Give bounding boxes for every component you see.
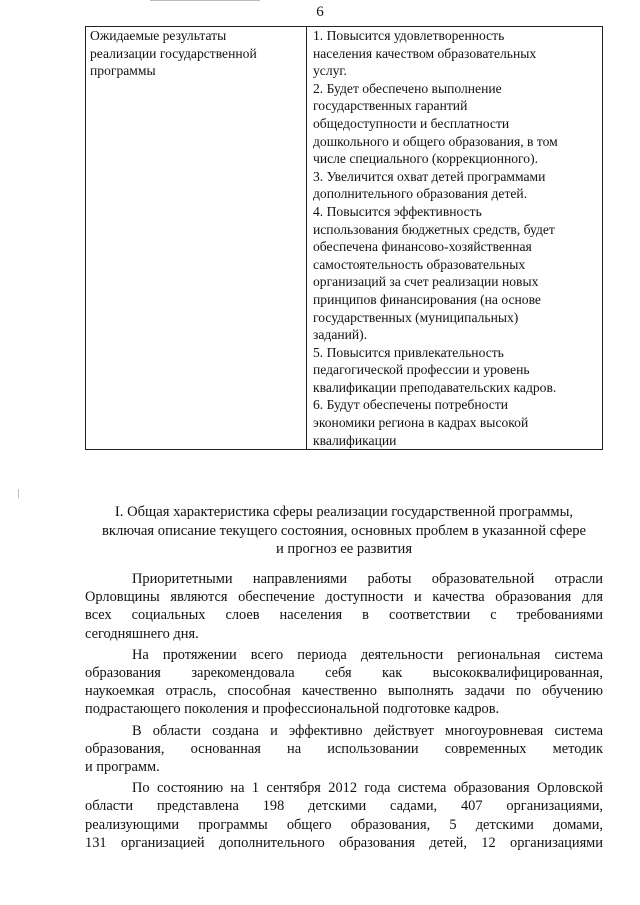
expected-results-table [85, 26, 603, 450]
result-line: услуг. [313, 63, 347, 79]
result-line: числе специального (коррекционного). [313, 151, 539, 167]
result-line: педагогической профессии и уровень [313, 362, 530, 378]
result-line: дополнительного образования детей. [313, 186, 528, 202]
result-line: заданий). [313, 327, 368, 343]
result-line: государственных (муниципальных) [313, 309, 519, 325]
paragraph-line: образования зарекомендовала себя как высококвалифицированная, [85, 665, 603, 682]
results-label-cell [86, 27, 307, 450]
paragraph-line: Орловщины являются обеспечение доступности и качества образования для [85, 589, 603, 606]
paragraph-line: По состоянию на 1 сентября 2012 года система образования Орловской [132, 780, 603, 797]
paragraph-line: области представлена 198 детскими садами, 407 организациями, [85, 798, 603, 815]
result-line: 4. Повысится эффективность [313, 203, 482, 219]
table-row [86, 27, 603, 450]
label-line: реализации государственной [90, 45, 257, 61]
paragraph-line: реализующими программы общего образования, 5 детскими домами, [85, 816, 603, 833]
result-line: 1. Повысится удовлетворенность [313, 28, 505, 43]
label-line: Ожидаемые результаты [90, 28, 227, 43]
label-line: программы [90, 63, 156, 79]
result-line: самостоятельность образовательных [313, 256, 526, 272]
section-title-line: и прогноз ее развития [275, 541, 413, 557]
paragraph-line: и программ. [85, 759, 160, 776]
paragraph-line: Приоритетными направлениями работы образовательной отрасли [132, 571, 603, 587]
paragraph-line: всех социальных слоев населения в соответствии с требованиями [85, 607, 603, 624]
result-line: общедоступности и бесплатности [313, 115, 510, 131]
result-line: государственных гарантий [313, 98, 468, 114]
scan-mark-left [18, 489, 19, 498]
paragraph-line: 131 организацией дополнительного образования детей, 12 организациями [85, 834, 603, 851]
paragraph-line: образования, основанная на использовании современных методик [85, 740, 603, 757]
paragraph-multilevel-system [85, 722, 603, 777]
page-number: 6 [316, 4, 324, 20]
result-line: 5. Повысится привлекательность [313, 344, 504, 360]
result-line: дошкольного и общего образования, в том [313, 133, 558, 149]
paragraph-regional-system [85, 646, 603, 719]
paragraph-priorities [85, 570, 603, 643]
result-line: 6. Будут обеспечены потребности [313, 397, 509, 413]
paragraph-line: В области создана и эффективно действует многоуровневая система [132, 722, 603, 739]
result-line: принципов финансирования (на основе [313, 291, 541, 307]
result-line: 3. Увеличится охват детей программами [313, 168, 546, 184]
section-title-line: включая описание текущего состояния, основных проблем в указанной сфере [101, 522, 587, 539]
paragraph-line: подрастающего поколения и профессиональной подготовке кадров. [85, 701, 500, 718]
result-line: обеспечена финансово-хозяйственная [313, 239, 532, 255]
results-list-cell [307, 27, 603, 450]
body-text [85, 570, 603, 855]
result-line: населения качеством образовательных [313, 45, 537, 61]
result-line: экономики региона в кадрах высокой [313, 415, 529, 431]
section-title [85, 503, 603, 559]
result-line: использования бюджетных средств, будет [313, 221, 555, 237]
result-line: организаций за счет реализации новых [313, 274, 539, 290]
paragraph-line: На протяжении всего периода деятельности региональная система [132, 646, 603, 663]
section-title-line: I. Общая характеристика сферы реализации государственной программы, [114, 504, 574, 520]
paragraph-line: сегодняшнего дня. [85, 625, 199, 642]
result-line: 2. Будет обеспечено выполнение [313, 80, 502, 96]
scan-mark-top [150, 0, 260, 1]
paragraph-line: наукоемкая отрасль, способная качественно выполнять задачи по обучению [85, 683, 603, 700]
result-line: квалификации [313, 432, 397, 448]
result-line: квалификации преподавательских кадров. [313, 379, 557, 395]
paragraph-statistics [85, 779, 603, 852]
